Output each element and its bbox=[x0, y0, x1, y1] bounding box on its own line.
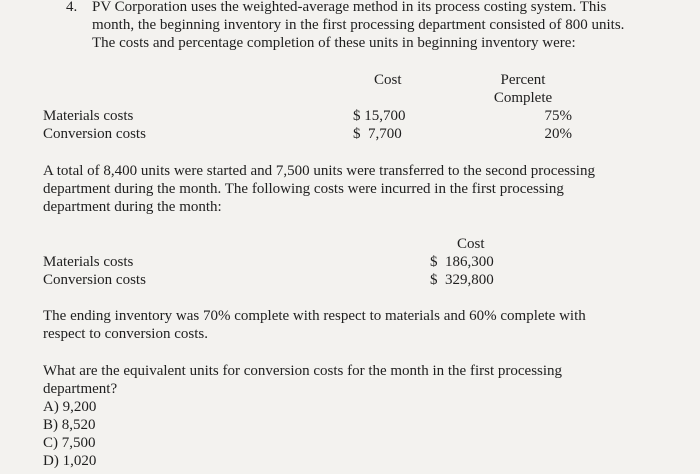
table1-row-label: Conversion costs bbox=[43, 126, 146, 142]
prompt-line: department? bbox=[43, 381, 118, 397]
units-paragraph bbox=[43, 162, 595, 216]
table2-header-cost: Cost bbox=[457, 236, 485, 252]
answer-option-b[interactable]: B) 8,520 bbox=[43, 417, 96, 433]
table1-row-cost: $ 15,700 bbox=[353, 108, 406, 124]
question-intro bbox=[92, 0, 624, 52]
table1-row-percent: 20% bbox=[544, 126, 572, 142]
table2-row-cost: $ 186,300 bbox=[430, 254, 494, 270]
table1-row-cost: $ 7,700 bbox=[353, 126, 402, 142]
answer-option-d[interactable]: D) 1,020 bbox=[43, 453, 97, 469]
question-prompt bbox=[43, 362, 562, 398]
table1-header-complete: Complete bbox=[493, 90, 553, 106]
table1-row-label: Materials costs bbox=[43, 108, 134, 124]
table2-row-cost: $ 329,800 bbox=[430, 272, 494, 288]
table1-header-percent: Percent bbox=[500, 72, 546, 88]
table2-row-label: Materials costs bbox=[43, 254, 134, 270]
ending-inventory-paragraph bbox=[43, 307, 586, 343]
answer-option-a[interactable]: A) 9,200 bbox=[43, 399, 97, 415]
answer-option-c[interactable]: C) 7,500 bbox=[43, 435, 96, 451]
paragraph-line: The ending inventory was 70% complete with respect to materials and 60% complete with bbox=[43, 308, 586, 324]
intro-line: PV Corporation uses the weighted-average method in its process costing system. This bbox=[92, 0, 607, 15]
table2-row-label: Conversion costs bbox=[43, 272, 146, 288]
answer-options bbox=[43, 398, 96, 470]
table1-row-percent: 75% bbox=[544, 108, 572, 124]
paragraph-line: A total of 8,400 units were started and 7,500 units were transferred to the second processing bbox=[43, 163, 595, 179]
question-number: 4. bbox=[66, 0, 78, 15]
paragraph-line: respect to conversion costs. bbox=[43, 326, 208, 342]
paragraph-line: department during the month: bbox=[43, 199, 222, 215]
intro-line: month, the beginning inventory in the first processing department consisted of 800 units. bbox=[92, 17, 625, 33]
intro-line: The costs and percentage completion of these units in beginning inventory were: bbox=[92, 35, 576, 51]
paragraph-line: department during the month. The following costs were incurred in the first processing bbox=[43, 181, 564, 197]
prompt-line: What are the equivalent units for conversion costs for the month in the first processing bbox=[43, 363, 563, 379]
table1-header-cost: Cost bbox=[374, 72, 402, 88]
